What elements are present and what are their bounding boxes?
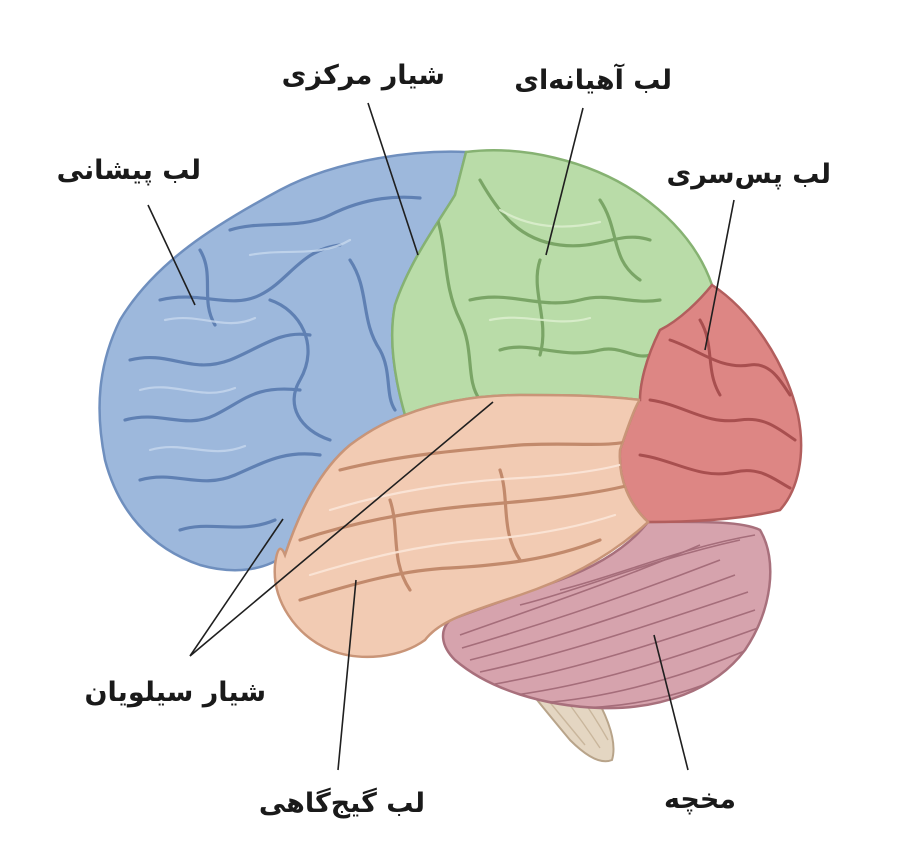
label-cerebellum: مخچه (663, 784, 736, 815)
label-central-sulcus: شیار مرکزی (281, 60, 445, 91)
label-temporal-lobe: لب گیج‌گاهی (258, 788, 425, 819)
label-parietal-lobe: لب آهیانه‌ای (514, 65, 672, 96)
label-occipital-lobe: لب پس‌سری (666, 159, 831, 190)
label-sylvian-fissure: شیار سیلویان (84, 677, 266, 708)
label-frontal-lobe: لب پیشانی (56, 155, 201, 186)
